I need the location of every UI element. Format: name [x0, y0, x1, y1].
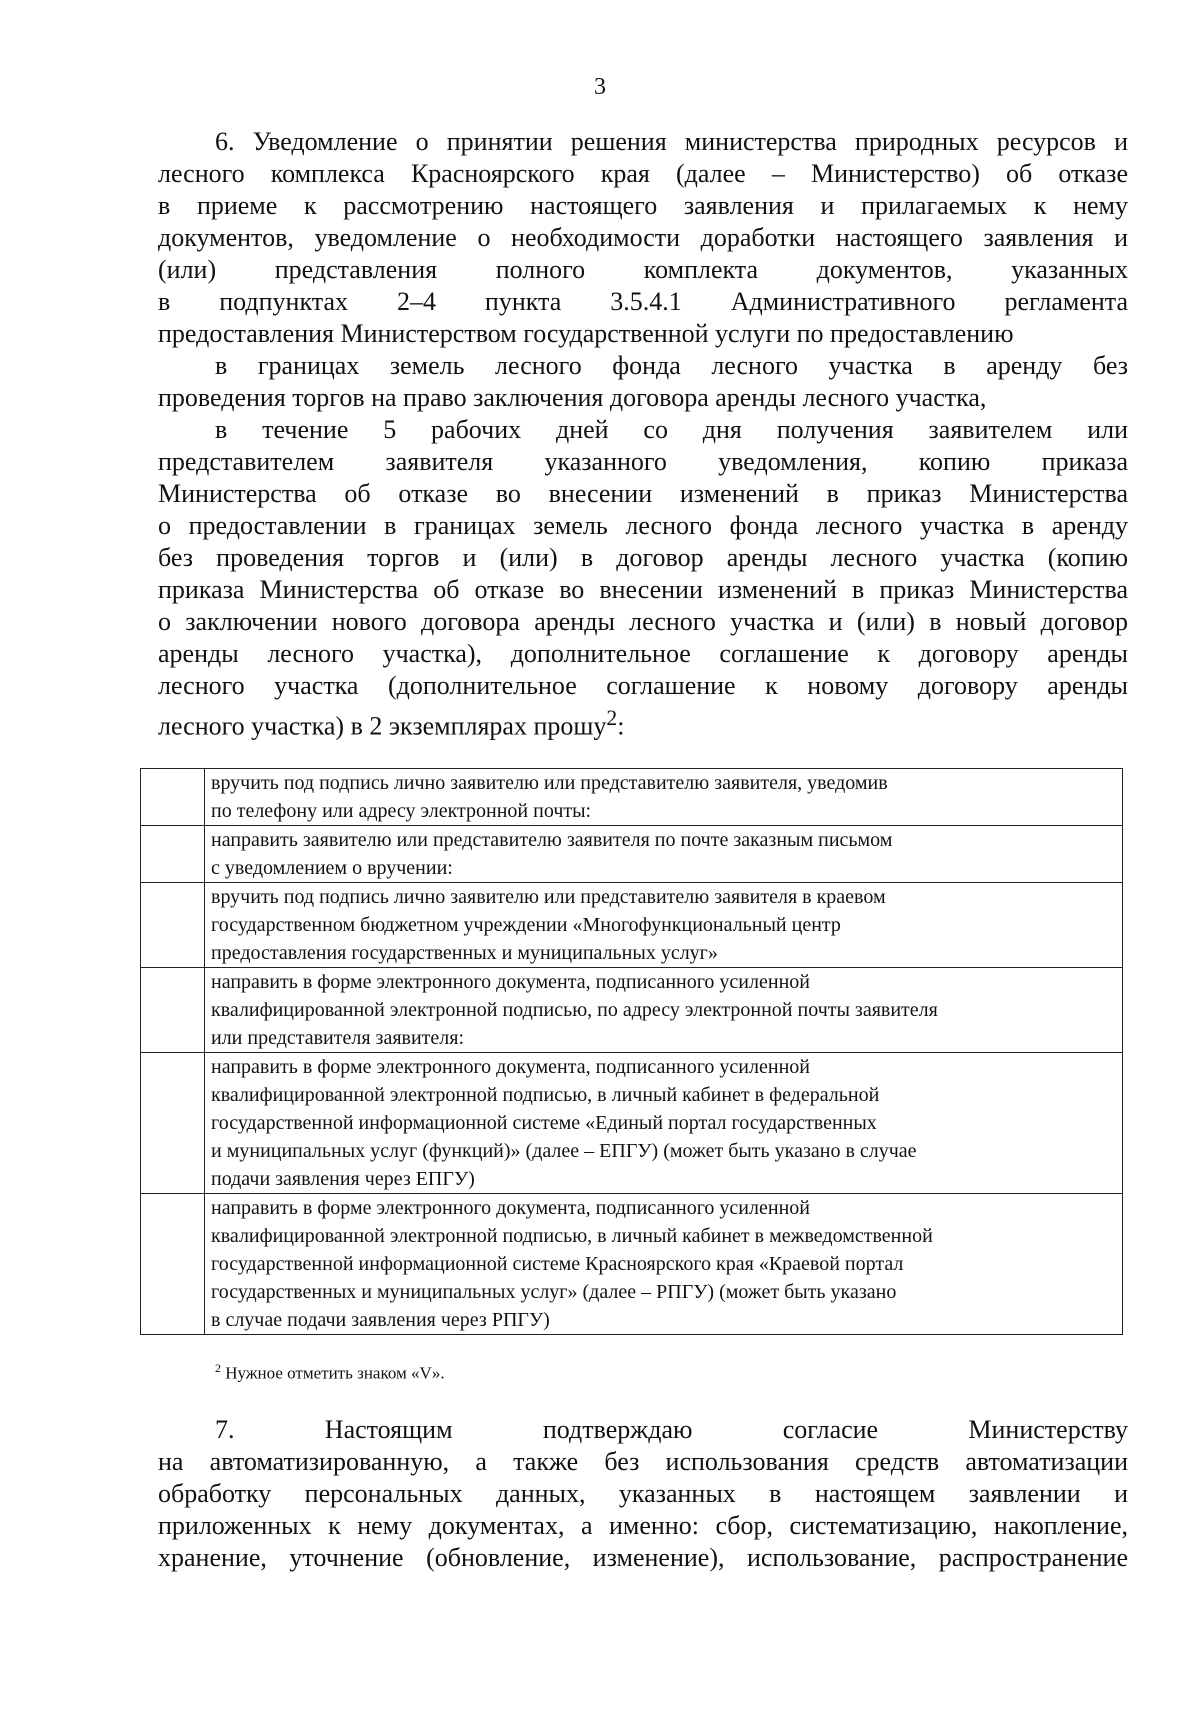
section6-line: в границах земель лесного фонда лесного участка в аренду без: [215, 351, 1128, 380]
section6-line: в течение 5 рабочих дней со дня получения заявителем или: [215, 415, 1128, 444]
option-line: направить заявителю или представителю заявителя по почте заказным письмом: [211, 829, 893, 851]
section7-line: 7. Настоящим подтверждаю согласие Министерству: [215, 1415, 1128, 1444]
option-line: вручить под подпись лично заявителю или представителю заявителя, уведомив: [211, 772, 888, 794]
option-line: подачи заявления через ЕПГУ): [211, 1168, 475, 1190]
option-line: квалифицированной электронной подписью, по адресу электронной почты заявителя: [211, 999, 938, 1021]
section6-line: аренды лесного участка), дополнительное соглашение к договору аренды: [158, 639, 1128, 668]
option-checkbox-cell[interactable]: [141, 769, 205, 826]
section6-line: предоставления Министерством государственной услуги по предоставлению: [158, 319, 1014, 348]
section7-line: хранение, уточнение (обновление, изменение), использование, распространение: [158, 1543, 1128, 1572]
section6-line: приказа Министерства об отказе во внесении изменений в приказ Министерства: [158, 575, 1128, 604]
option-line: или представителя заявителя:: [211, 1027, 465, 1049]
section6-line: в приеме к рассмотрению настоящего заявления и прилагаемых к нему: [158, 191, 1128, 220]
option-text-cell: [205, 1194, 1123, 1335]
option-line: государственной информационной системе «Единый портал государственных: [211, 1112, 877, 1134]
option-text-cell: [205, 883, 1123, 968]
footnote-text: Нужное отметить знаком «V».: [225, 1363, 445, 1383]
option-checkbox-cell[interactable]: [141, 968, 205, 1053]
option-line: и муниципальных услуг (функций)» (далее – ЕПГУ) (может быть указано в случае: [211, 1140, 917, 1162]
section7-line: приложенных к нему документах, а именно: сбор, систематизацию, накопление,: [158, 1511, 1128, 1540]
section7-line: обработку персональных данных, указанных в настоящем заявлении и: [158, 1479, 1128, 1508]
option-line: вручить под подпись лично заявителю или представителю заявителя в краевом: [211, 886, 886, 908]
option-line: квалифицированной электронной подписью, в личный кабинет в федеральной: [211, 1084, 880, 1106]
option-text-cell: [205, 1053, 1123, 1194]
section6-line: проведения торгов на право заключения договора аренды лесного участка,: [158, 383, 987, 412]
section6-line: лесного комплекса Красноярского края (далее – Министерство) об отказе: [158, 159, 1128, 188]
section7-line: на автоматизированную, а также без использования средств автоматизации: [158, 1447, 1128, 1476]
section6-line: о предоставлении в границах земель лесного фонда лесного участка в аренду: [158, 511, 1128, 540]
table-row: [141, 968, 1123, 1053]
table-row: [141, 1194, 1123, 1335]
table-row: [141, 1053, 1123, 1194]
section6-line: без проведения торгов и (или) в договор аренды лесного участка (копию: [158, 543, 1128, 572]
section6-last-text: лесного участка) в 2 экземплярах прошу: [158, 711, 607, 741]
page-number: 3: [594, 74, 606, 100]
section6-last-colon: :: [617, 711, 625, 741]
option-line: с уведомлением о вручении:: [211, 857, 453, 879]
section6-line: в подпунктах 2–4 пункта 3.5.4.1 Административного регламента: [158, 287, 1128, 316]
table-row: [141, 826, 1123, 883]
option-line: по телефону или адресу электронной почты:: [211, 800, 592, 822]
section6-line: документов, уведомление о необходимости доработки настоящего заявления и: [158, 223, 1128, 252]
section6-line: представителем заявителя указанного уведомления, копию приказа: [158, 447, 1128, 476]
option-line: предоставления государственных и муниципальных услуг»: [211, 942, 718, 964]
footnote: [215, 1357, 445, 1385]
option-checkbox-cell[interactable]: [141, 1053, 205, 1194]
option-text-cell: [205, 968, 1123, 1053]
option-line: направить в форме электронного документа, подписанного усиленной: [211, 1056, 810, 1078]
table-row: [141, 769, 1123, 826]
option-line: в случае подачи заявления через РПГУ): [211, 1309, 550, 1331]
section6-line: (или) представления полного комплекта документов, указанных: [158, 255, 1128, 284]
option-checkbox-cell[interactable]: [141, 883, 205, 968]
option-line: государственных и муниципальных услуг» (далее – РПГУ) (может быть указано: [211, 1281, 897, 1303]
section6-last-line: [158, 702, 1128, 743]
option-line: направить в форме электронного документа, подписанного усиленной: [211, 1197, 810, 1219]
footnote-reference: 2: [606, 706, 618, 730]
option-checkbox-cell[interactable]: [141, 826, 205, 883]
section6-line: Министерства об отказе во внесении изменений в приказ Министерства: [158, 479, 1128, 508]
option-checkbox-cell[interactable]: [141, 1194, 205, 1335]
option-line: направить в форме электронного документа, подписанного усиленной: [211, 971, 810, 993]
section6-line: лесного участка (дополнительное соглашение к новому договору аренды: [158, 671, 1128, 700]
table-row: [141, 883, 1123, 968]
section6-line: о заключении нового договора аренды лесного участка и (или) в новый договор: [158, 607, 1128, 636]
option-line: государственном бюджетном учреждении «Многофункциональный центр: [211, 914, 841, 936]
option-text-cell: [205, 826, 1123, 883]
option-line: государственной информационной системе Красноярского края «Краевой портал: [211, 1253, 904, 1275]
delivery-options-table: [140, 768, 1123, 1335]
footnote-mark: 2: [215, 1361, 221, 1375]
option-line: квалифицированной электронной подписью, в личный кабинет в межведомственной: [211, 1225, 933, 1247]
section6-line: 6. Уведомление о принятии решения министерства природных ресурсов и: [215, 127, 1128, 156]
option-text-cell: [205, 769, 1123, 826]
